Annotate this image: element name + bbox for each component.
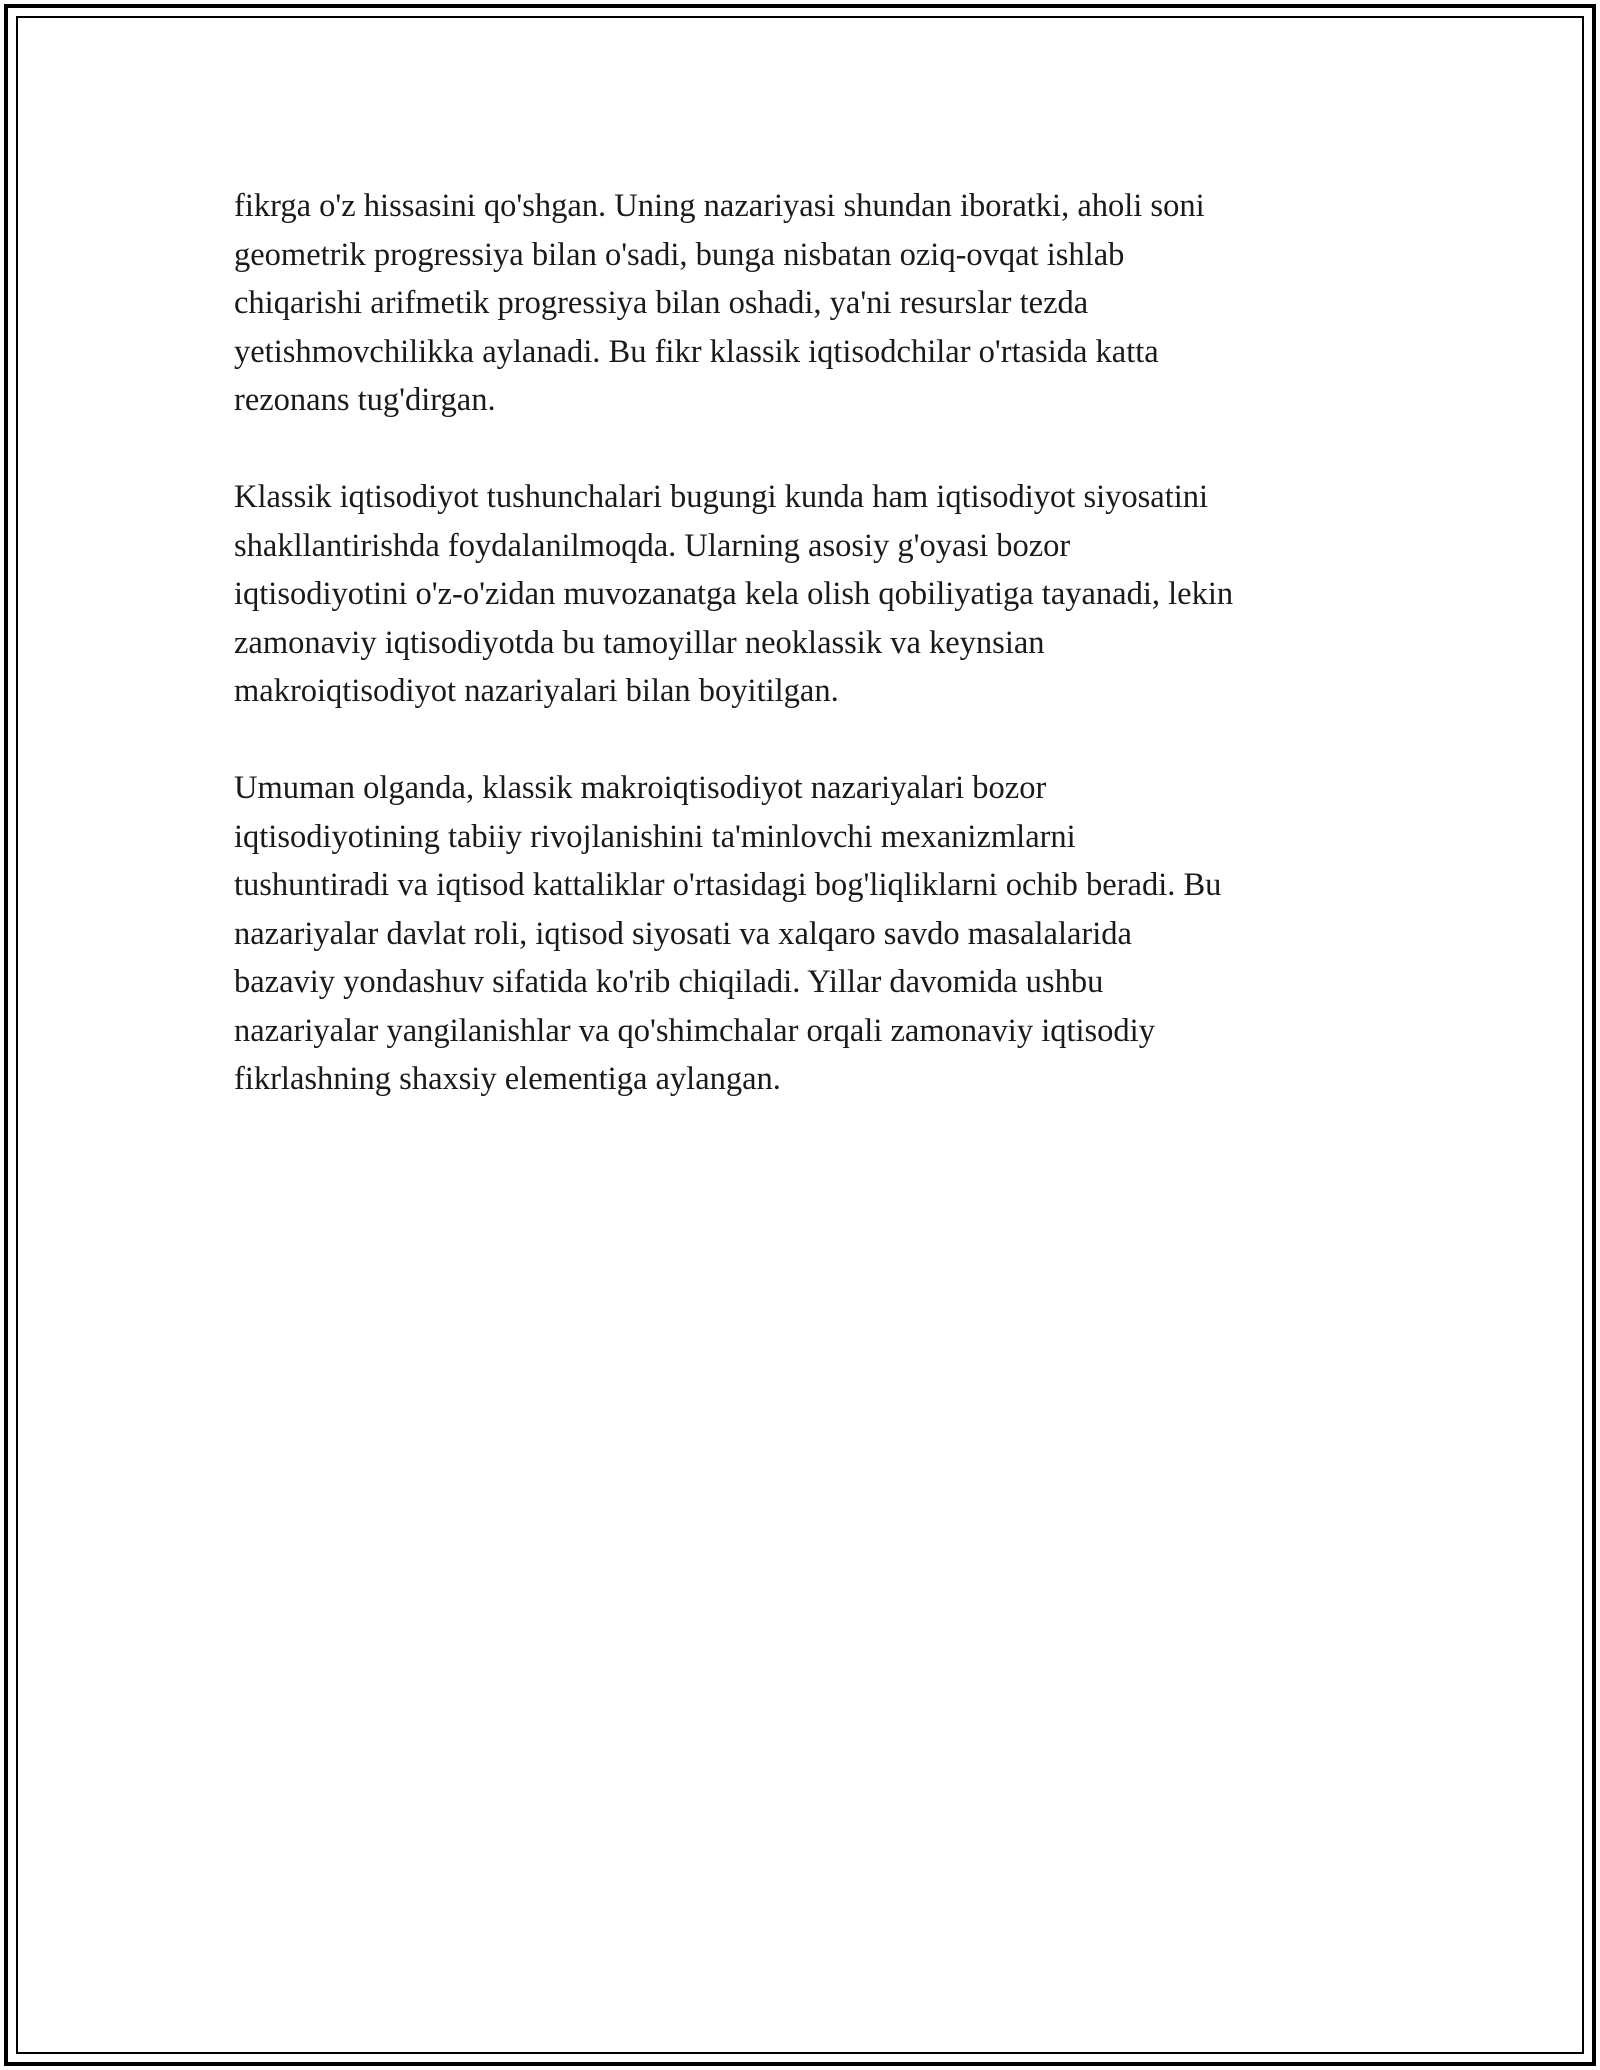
paragraph-line: tushuntiradi va iqtisod kattaliklar o'rtasidagi bog'liqliklarni ochib beradi. Bu bbox=[234, 867, 1222, 903]
paragraph-line: shakllantirishda foydalanilmoqda. Ularning asosiy g'oyasi bozor bbox=[234, 527, 1071, 564]
paragraph-line: yetishmovchilikka aylanadi. Bu fikr klassik iqtisodchilar o'rtasida katta bbox=[234, 333, 1159, 370]
paragraph-line: makroiqtisodiyot nazariyalari bilan boyitilgan. bbox=[234, 673, 839, 709]
paragraph-line: Klassik iqtisodiyot tushunchalari bugungi kunda ham iqtisodiyot siyosatini bbox=[234, 479, 1209, 515]
paragraph-line: nazariyalar yangilanishlar va qo'shimchalar orqali zamonaviy iqtisodiy bbox=[234, 1012, 1155, 1049]
paragraph-line: iqtisodiyotining tabiiy rivojlanishini ta'minlovchi mexanizmlarni bbox=[234, 818, 1076, 855]
paragraph-line: fikrga o'z hissasini qo'shgan. Uning nazariyasi shundan iboratki, aholi soni bbox=[234, 188, 1205, 224]
paragraph-line: rezonans tug'dirgan. bbox=[234, 382, 496, 418]
paragraph-3 bbox=[234, 764, 1374, 1104]
document-body bbox=[234, 182, 1374, 1152]
paragraph-1 bbox=[234, 182, 1374, 425]
paragraph-line: nazariyalar davlat roli, iqtisod siyosati va xalqaro savdo masalalarida bbox=[234, 915, 1132, 952]
paragraph-line: iqtisodiyotini o'z-o'zidan muvozanatga kela olish qobiliyatiga tayanadi, lekin bbox=[234, 576, 1234, 612]
paragraph-line: geometrik progressiya bilan o'sadi, bunga nisbatan oziq-ovqat ishlab bbox=[234, 236, 1125, 273]
paragraph-line: bazaviy yondashuv sifatida ko'rib chiqiladi. Yillar davomida ushbu bbox=[234, 964, 1104, 1000]
paragraph-line: chiqarishi arifmetik progressiya bilan oshadi, ya'ni resurslar tezda bbox=[234, 285, 1089, 321]
paragraph-line: Umuman olganda, klassik makroiqtisodiyot nazariyalari bozor bbox=[234, 770, 1047, 806]
paragraph-line: zamonaviy iqtisodiyotda bu tamoyillar neoklassik va keynsian bbox=[234, 624, 1045, 661]
paragraph-2 bbox=[234, 473, 1374, 716]
paragraph-line: fikrlashning shaxsiy elementiga aylangan. bbox=[234, 1061, 781, 1097]
